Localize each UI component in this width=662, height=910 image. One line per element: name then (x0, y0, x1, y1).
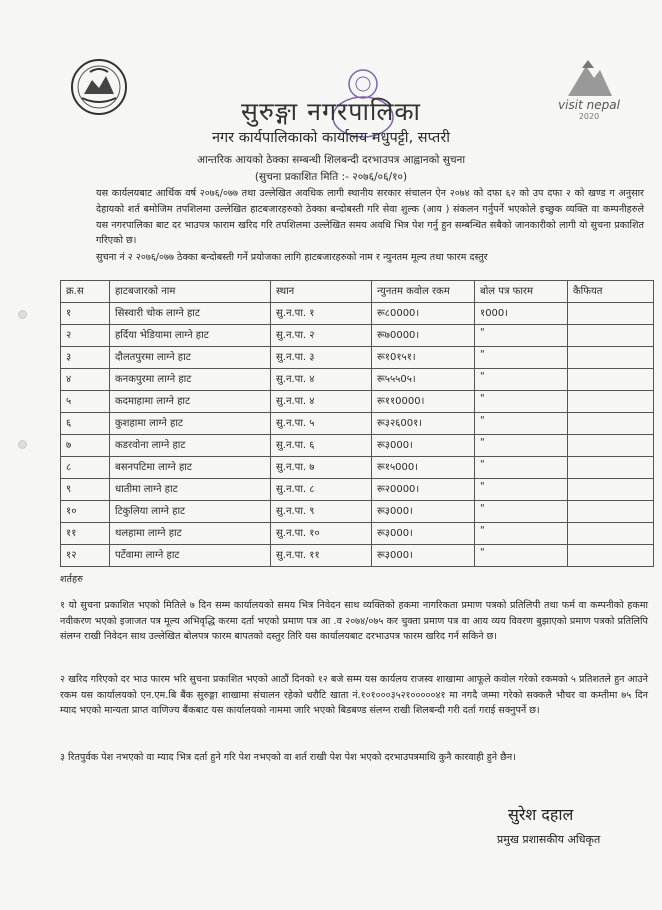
cell-location: सु.न.पा. ५ (271, 413, 372, 435)
cell-remarks (568, 347, 654, 369)
table-row (61, 303, 654, 325)
cell-name: कुशहामा लाग्ने हाट (110, 413, 271, 435)
cell-remarks (568, 391, 654, 413)
visit-nepal-mountain-icon (548, 58, 630, 98)
table-row (61, 523, 654, 545)
cell-min-amount: रू१५000। (372, 457, 475, 479)
cell-name: बसनपटिमा लाग्ने हाट (110, 457, 271, 479)
cell-name: धातीमा लाग्ने हाट (110, 479, 271, 501)
cell-remarks (568, 413, 654, 435)
cell-form-fee: १000। (475, 303, 568, 325)
cell-form-fee: " (475, 435, 568, 457)
cell-location: सु.न.पा. ४ (271, 391, 372, 413)
col-header-sn: क्र.स (61, 281, 110, 303)
cell-form-fee: " (475, 479, 568, 501)
table-row (61, 325, 654, 347)
office-subtitle: नगर कार्यपालिकाको कार्यालय मधुपट्टी, सप्तरी (211, 130, 451, 146)
cell-sn: २ (61, 325, 110, 347)
publish-date: (सुचना प्रकाशित मिति :- २०७६/०६/१०) (254, 171, 408, 183)
notice-type: आन्तरिक आयको ठेक्का सम्बन्धी शिलबन्दी दरभाउपत्र आह्वानको सुचना (196, 154, 466, 166)
cell-form-fee: " (475, 523, 568, 545)
cell-remarks (568, 303, 654, 325)
table-row (61, 501, 654, 523)
cell-sn: १० (61, 501, 110, 523)
cell-remarks (568, 325, 654, 347)
punch-hole (18, 440, 27, 449)
intro-paragraph: यस कार्यलयबाट आर्थिक वर्ष २०७६/०७७ तथा उल्लेखित अवधिक लागी स्थानीय सरकार संचालन ऐन २०७४ को दफा ६२ को उप दफा २ को खण्ड ग अनुसार देहायको शर्त बमोजिम तपशिलमा उल्लेखित हाटबजारहरुको ठेक्का बन्दोबस्ती गरि सेवा शुल्क (आय ) संकलन गर्नुपर्ने भएकोले इच्छुक व्यक्ति वा कम्पनीहरुले यस नगरपालिका बाट दर भाउपत्र फाराम खरिद गरि तपशिलमा उल्लेखित समय अवधि भित्र पेश गर्नु हुन सम्बन्धित सबैको जानकारीको लागी यो सुचना प्रकाशित गरिएको छ। (96, 188, 644, 247)
cell-remarks (568, 479, 654, 501)
cell-remarks (568, 435, 654, 457)
cell-name: टिकुलिया लाग्ने हाट (110, 501, 271, 523)
cell-form-fee: " (475, 501, 568, 523)
cell-form-fee: " (475, 347, 568, 369)
cell-min-amount: रू११0000। (372, 391, 475, 413)
cell-sn: ७ (61, 435, 110, 457)
cell-name: सिस्वारी चोक लाग्ने हाट (110, 303, 271, 325)
cell-sn: १ (61, 303, 110, 325)
table-caption: सुचना नं २ २०७६/०७७ ठेक्का बन्दोबस्ती गर्ने प्रयोजका लागि हाटबजारहरुको नाम र न्युनतम मूल्य तथा फारम दस्तुर (96, 252, 488, 263)
table-row (61, 391, 654, 413)
col-header-form-fee: बोल पत्र फारम (475, 281, 568, 303)
cell-form-fee: " (475, 457, 568, 479)
cell-sn: ६ (61, 413, 110, 435)
cell-min-amount: रू३२६00१। (372, 413, 475, 435)
cell-remarks (568, 545, 654, 567)
cell-min-amount: रू२0000। (372, 479, 475, 501)
cell-sn: ८ (61, 457, 110, 479)
cell-name: हर्दिया भेडियामा लाग्ने हाट (110, 325, 271, 347)
signature-title: प्रमुख प्रशासकीय अधिकृत (497, 833, 601, 846)
cell-min-amount: रू५५५0५। (372, 369, 475, 391)
cell-form-fee: " (475, 391, 568, 413)
cell-form-fee: " (475, 325, 568, 347)
cell-name: कदमाहामा लाग्ने हाट (110, 391, 271, 413)
cell-sn: ४ (61, 369, 110, 391)
terms-heading: शर्तहरु (60, 574, 83, 585)
cell-location: सु.न.पा. २ (271, 325, 372, 347)
cell-location: सु.न.पा. ६ (271, 435, 372, 457)
cell-sn: १२ (61, 545, 110, 567)
cell-min-amount: रू८0000। (372, 303, 475, 325)
cell-location: सु.न.पा. ८ (271, 479, 372, 501)
table-row (61, 347, 654, 369)
cell-location: सु.न.पा. १ (271, 303, 372, 325)
col-header-remarks: कैफियत (568, 281, 654, 303)
cell-sn: ११ (61, 523, 110, 545)
col-header-name: हाटबजारको नाम (110, 281, 271, 303)
cell-min-amount: रू३000। (372, 545, 475, 567)
col-header-location: स्थान (271, 281, 372, 303)
col-header-min-amount: न्युनतम कवोल रकम (372, 281, 475, 303)
cell-location: सु.न.पा. ३ (271, 347, 372, 369)
cell-sn: ३ (61, 347, 110, 369)
punch-hole (18, 310, 27, 319)
cell-location: सु.न.पा. ४ (271, 369, 372, 391)
signature-name: सुरेश दहाल (508, 805, 574, 824)
market-table (60, 280, 654, 567)
cell-name: पर्टेवामा लाग्ने हाट (110, 545, 271, 567)
term-2: २ खरिद गरिएको दर भाउ फारम भरि सुचना प्रकाशित भएको आठौं दिनको १२ बजे सम्म यस कार्यलय राजस्व शाखामा आफूले कवोल गरेको रकमको ५ प्रतिशतले हुन आउने रकम यस कार्यालयको एन.एम.बि बैंक सुरुङ्गा शाखामा संचालन रहेको धरौटि खाता नं.१०१०००३५२१०००००४१ मा नगदै जम्मा गरेको सक्कलै भौचर वा कम्तीमा ७५ दिन म्याद भएको मान्यता प्राप्त वाणिज्य बैंकबाट यस कार्यालयको नाममा जारि भएको बिडबण्ड संलग्न राखी शिलबन्दी गरी दर्ता गराई सक्नुपर्ने छ। (60, 674, 648, 716)
cell-form-fee: " (475, 413, 568, 435)
cell-min-amount: रू१0१५१। (372, 347, 475, 369)
cell-remarks (568, 369, 654, 391)
table-row (61, 479, 654, 501)
cell-remarks (568, 523, 654, 545)
cell-remarks (568, 501, 654, 523)
cell-min-amount: रू३000। (372, 435, 475, 457)
cell-sn: ५ (61, 391, 110, 413)
cell-location: सु.न.पा. १० (271, 523, 372, 545)
cell-name: दौलतपुरमा लाग्ने हाट (110, 347, 271, 369)
cell-min-amount: रू३000। (372, 501, 475, 523)
table-row (61, 413, 654, 435)
cell-remarks (568, 457, 654, 479)
table-header-row (61, 281, 654, 303)
term-1: १ यो सुचना प्रकाशित भएको मितिले ७ दिन सम्म कार्यालयको समय भित्र निवेदन साथ व्यक्तिको हकमा नागरिकता प्रमाण पत्रको प्रतिलिपी तथा फर्म वा कम्पनीको हकमा नवीकरण भएको इजाजत पत्र मूल्य अभिवृद्धि करमा दर्ता भएको प्रमाण पत्र आ .व २०७४/०७५ कर चुक्ता प्रमाण पत्र वा आय व्यय विवरण बुझाएको प्रमाण पत्रको प्रतिलिपि संलग्न राखी निवेदन साथ उल्लेखित बोलपत्र फारम बापतको दस्तुर तिरि यस कार्यालयबाट दरभाउपत्र फारम खरिद गर्न सकिने छ। (60, 600, 648, 642)
cell-name: कनकपुरमा लाग्ने हाट (110, 369, 271, 391)
cell-form-fee: " (475, 369, 568, 391)
cell-min-amount: रू३000। (372, 523, 475, 545)
cell-location: सु.न.पा. ९ (271, 501, 372, 523)
cell-name: कडरवोना लाग्ने हाट (110, 435, 271, 457)
table-row (61, 369, 654, 391)
cell-location: सु.न.पा. ७ (271, 457, 372, 479)
term-3: ३ रितपुर्वक पेश नभएको वा म्याद भित्र दर्ता हुने गरि पेश नभएको वा शर्त राखी पेश पेश भएको दरभाउपत्रमाथि कुनै कारवाही हुने छैन। (60, 752, 516, 763)
cell-sn: ९ (61, 479, 110, 501)
visit-nepal-year: 2020 (578, 112, 600, 121)
cell-location: सु.न.पा. ११ (271, 545, 372, 567)
table-row (61, 545, 654, 567)
page-title: सुरुङ्गा नगरपालिका (240, 97, 422, 126)
cell-min-amount: रू७0000। (372, 325, 475, 347)
cell-form-fee: " (475, 545, 568, 567)
cell-name: थलहामा लाग्ने हाट (110, 523, 271, 545)
table-row (61, 435, 654, 457)
visit-nepal-text: visit nepal (558, 98, 620, 112)
table-row (61, 457, 654, 479)
